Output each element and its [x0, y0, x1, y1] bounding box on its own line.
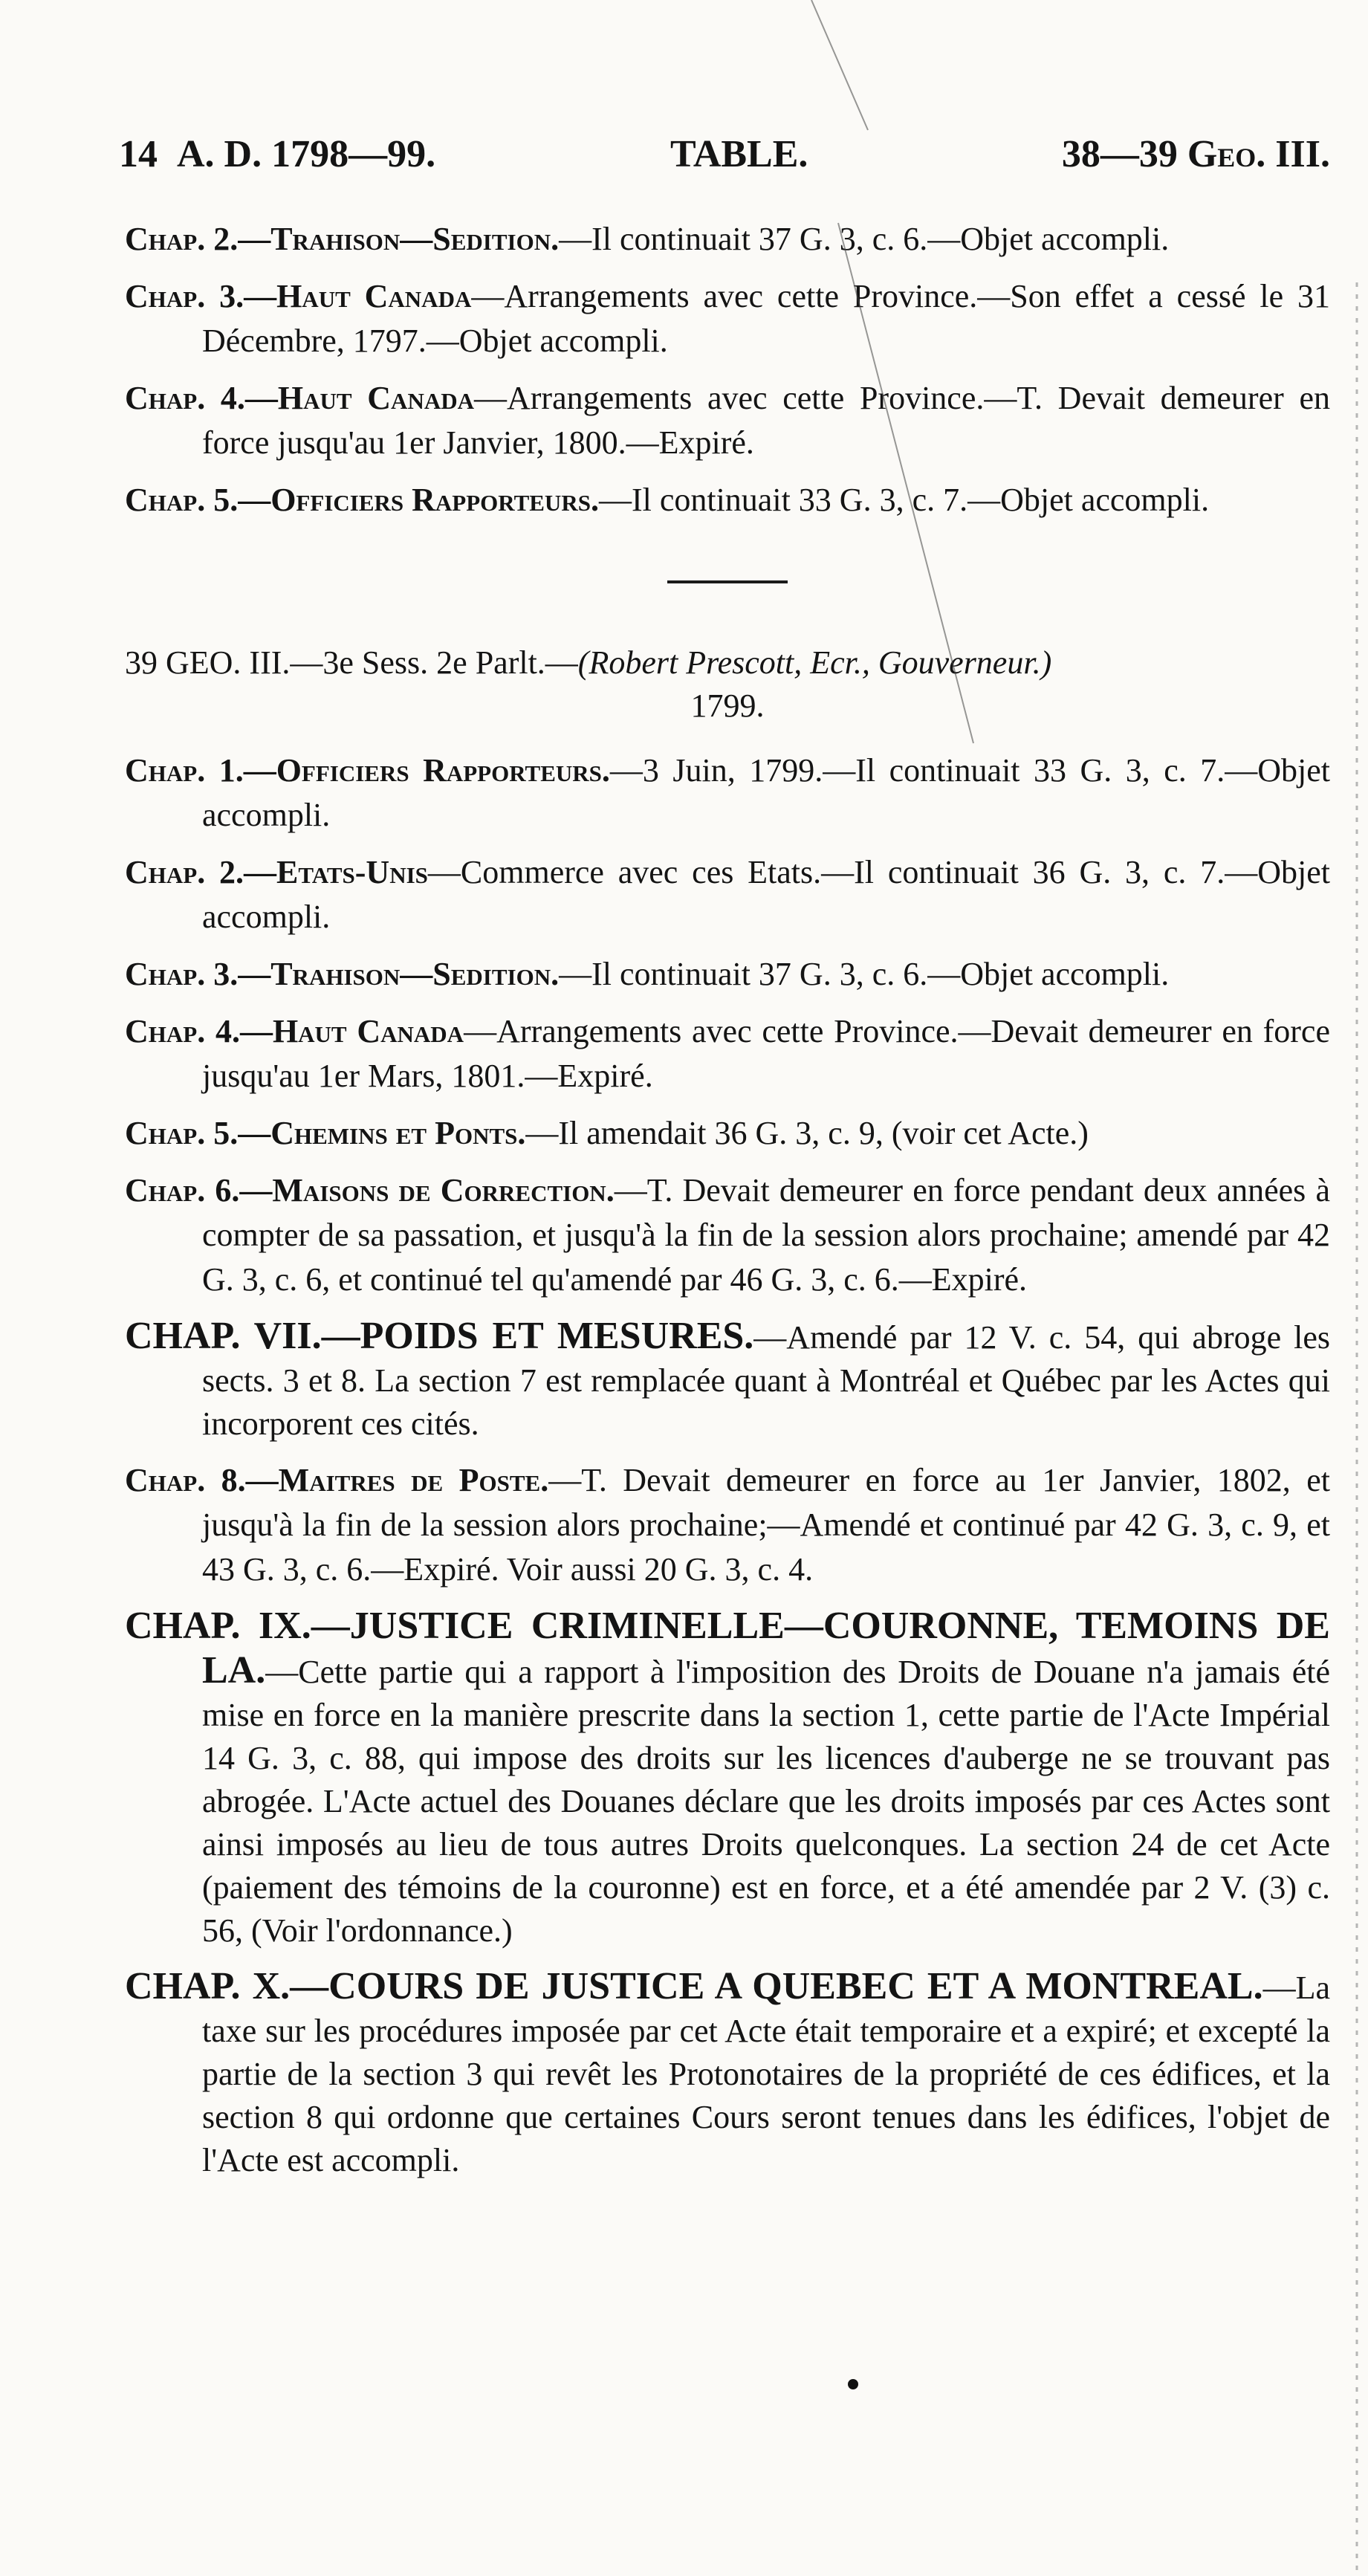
chapter-heading: CHAP. X.—COURS DE JUSTICE A QUEBEC ET A MONTREAL. — [125, 1965, 1263, 2007]
chapter-entry — [125, 217, 1330, 262]
chapter-heading: CHAP. VII.—POIDS ET MESURES. — [125, 1315, 754, 1357]
chapter-entry — [125, 850, 1330, 939]
chapter-heading: Chap. 4.—Haut Canada — [125, 1013, 464, 1049]
chapter-heading: CHAP. IX.—JUSTICE CRIMINELLE—COURONNE, TEMOINS DE LA. — [125, 1605, 1330, 1692]
chapter-heading: Chap. 1.—Officiers Rapporteurs. — [125, 752, 610, 789]
session-prefix: 39 GEO. III.—3e Sess. 2e Parlt.— — [125, 644, 578, 681]
header-reign: 38—39 Geo. III. — [1061, 133, 1330, 175]
chapter-text: —Arrangements avec cette Province.—Son effet a cessé le 31 Décembre, 1797.—Objet accompli. — [202, 278, 1330, 359]
page-body — [125, 217, 1330, 2195]
chapter-text: —T. Devait demeurer en force au 1er Janvier, 1802, et jusqu'à la fin de la session alors prochaine;—Amendé et continué par 42 G. 3, c. 9, et 43 G. 3, c. 6.—Expiré. Voir aussi 20 G. 3, c. 4. — [202, 1462, 1330, 1588]
chapter-text: —Arrangements avec cette Province.—T. Devait demeurer en force jusqu'au 1er Janvier, 1800.—Expiré. — [202, 380, 1330, 461]
entries-group-b — [125, 748, 1330, 1302]
chapter-text: —Il amendait 36 G. 3, c. 9, (voir cet Acte.) — [525, 1115, 1089, 1151]
chapter-entry — [125, 1168, 1330, 1302]
chapter-entry — [125, 1458, 1330, 1592]
page-number: 14 — [119, 133, 158, 175]
header-left — [119, 132, 435, 176]
ink-dot — [848, 2379, 858, 2389]
chapter-heading: Chap. 5.—Chemins et Ponts. — [125, 1115, 526, 1151]
chapter-entry — [125, 1315, 1330, 1446]
session-year: 1799. — [690, 687, 765, 724]
chapter-entry — [125, 1111, 1330, 1156]
chapter-entry — [125, 274, 1330, 363]
chapter-heading: Chap. 2.—Trahison—Sedition. — [125, 221, 560, 257]
entries-group-c — [125, 1315, 1330, 2182]
chapter-text: —T. Devait demeurer en force pendant deux années à compter de sa passation, et jusqu'à la fin de la session alors prochaine; amendé par 42 G. 3, c. 6, et continué tel qu'amendé par 46 G. 3, c. 6.—Expiré. — [202, 1172, 1330, 1298]
chapter-text: —Amendé par 12 V. c. 54, qui abroge les sects. 3 et 8. La section 7 est remplacée quant à Montréal et Québec par les Actes qui incorporent ces cités. — [202, 1319, 1330, 1442]
chapter-text: —3 Juin, 1799.—Il continuait 33 G. 3, c. 7.—Objet accompli. — [202, 752, 1330, 833]
chapter-text: —La taxe sur les procédures imposée par cet Acte était temporaire et a expiré; et excepté la partie de la section 3 qui revêt les Protonotaires de la propriété de ces édifices, et la section 8 qui ordonne que certaines Cours seront tenues dans les édifices, l'objet de l'Acte est accompli. — [202, 1970, 1330, 2178]
chapter-heading: Chap. 6.—Maisons de Correction. — [125, 1172, 615, 1208]
chapter-entry — [125, 376, 1330, 465]
header-title: TABLE. — [670, 133, 808, 175]
entries-group-a — [125, 217, 1330, 522]
chapter-text: —Cette partie qui a rapport à l'imposition des Droits de Douane n'a jamais été mise en force en la manière prescrite dans la section 1, cette partie de l'Acte Impérial 14 G. 3, c. 88, qui impose des droits sur les licences d'auberge ne se trouvant pas abrogée. L'Acte actuel des Douanes déclare que les droits imposés par ces Actes sont ainsi imposés au lieu de tous autres Droits quelconques. La section 24 de cet Acte (paiement des témoins de la couronne) est en force, et a été amendée par 2 V. (3) c. 56, (Voir l'ordonnance.) — [202, 1654, 1330, 1949]
chapter-entry — [125, 478, 1330, 522]
chapter-entry — [125, 1965, 1330, 2182]
page-header — [119, 132, 1330, 184]
chapter-text: —Il continuait 37 G. 3, c. 6.—Objet accompli. — [559, 221, 1170, 257]
chapter-heading: Chap. 3.—Haut Canada — [125, 278, 472, 314]
chapter-entry — [125, 1009, 1330, 1098]
chapter-entry — [125, 748, 1330, 838]
session-heading — [125, 641, 1330, 728]
chapter-heading: Chap. 4.—Haut Canada — [125, 380, 474, 416]
chapter-heading: Chap. 3.—Trahison—Sedition. — [125, 956, 560, 992]
chapter-text: —Il continuait 33 G. 3, c. 7.—Objet accompli. — [598, 482, 1210, 518]
date-range: A. D. 1798—99. — [177, 133, 436, 175]
chapter-entry — [125, 952, 1330, 997]
chapter-text: —Commerce avec ces Etats.—Il continuait 36 G. 3, c. 7.—Objet accompli. — [202, 854, 1330, 935]
chapter-heading: Chap. 5.—Officiers Rapporteurs. — [125, 482, 599, 518]
chapter-entry — [125, 1605, 1330, 1952]
chapter-heading: Chap. 2.—Etats-Unis — [125, 854, 428, 890]
chapter-text: —Arrangements avec cette Province.—Devait demeurer en force jusqu'au 1er Mars, 1801.—Expiré. — [202, 1013, 1330, 1094]
chapter-text: —Il continuait 37 G. 3, c. 6.—Objet accompli. — [559, 956, 1170, 992]
session-governor: (Robert Prescott, Ecr., Gouverneur.) — [577, 644, 1052, 681]
section-divider — [667, 580, 788, 583]
chapter-heading: Chap. 8.—Maitres de Poste. — [125, 1462, 549, 1498]
